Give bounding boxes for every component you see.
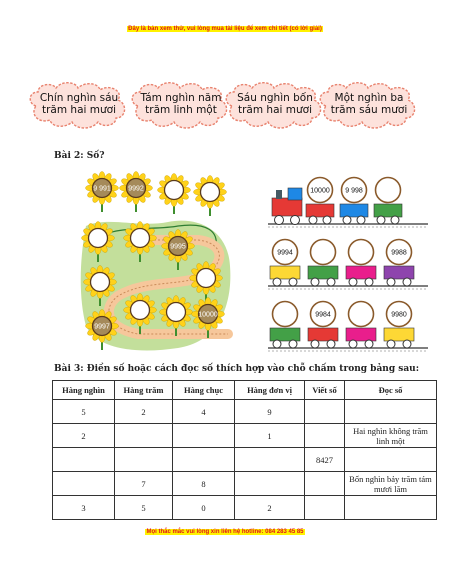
table-cell[interactable]: [173, 424, 235, 448]
train-car: [308, 302, 338, 349]
sunflower: [194, 176, 227, 217]
table-row: [53, 424, 437, 448]
table-row: [53, 400, 437, 424]
table-cell[interactable]: [305, 424, 345, 448]
table-cell[interactable]: 3: [53, 496, 115, 520]
exercise-3-heading: Bài 3: Điền số hoặc cách đọc số thích hợp vào chỗ chấm trong bảng sau:: [54, 364, 420, 374]
header-thousands: Hàng nghìn: [53, 381, 115, 400]
table-cell[interactable]: 5: [53, 400, 115, 424]
flower-number: 9997: [94, 323, 110, 331]
table-cell[interactable]: [345, 496, 437, 520]
train-number: 9 998: [345, 187, 363, 195]
header-hundreds: Hàng trăm: [115, 381, 173, 400]
table-cell[interactable]: Bốn nghìn bảy trăm tám mươi lăm: [345, 472, 437, 496]
table-cell[interactable]: 9: [235, 400, 305, 424]
table-cell[interactable]: [53, 448, 115, 472]
table-cell[interactable]: [115, 424, 173, 448]
table-row: [53, 472, 437, 496]
table-cell[interactable]: 5: [115, 496, 173, 520]
sunflower: [158, 174, 191, 215]
table-cell[interactable]: 2: [235, 496, 305, 520]
number-circle: [349, 240, 374, 265]
table-cell[interactable]: 7: [115, 472, 173, 496]
table-row: [53, 496, 437, 520]
header-units: Hàng đơn vị: [235, 381, 305, 400]
sunflower-illustration: [78, 166, 238, 354]
table-cell[interactable]: [305, 472, 345, 496]
table-cell[interactable]: 4: [173, 400, 235, 424]
place-value-table: [52, 380, 437, 520]
cloud-text-1: Chín nghìn sáu trăm hai mươi: [39, 92, 119, 116]
table-cell[interactable]: 2: [53, 424, 115, 448]
table-cell[interactable]: 1: [235, 424, 305, 448]
train-car: [308, 240, 338, 287]
train-number: 9994: [277, 249, 293, 257]
number-circle: [376, 178, 401, 203]
cloud-text-3: Sáu nghìn bốn trăm hai mươi: [237, 92, 313, 116]
cloud-card-2: [128, 80, 232, 130]
top-banner: Đây là bản xem thử, vui lòng mua tài liệu để xem chi tiết (có lời giải): [128, 26, 322, 32]
flower-number: 9995: [170, 243, 186, 251]
table-cell[interactable]: [345, 448, 437, 472]
table-header-row: [53, 381, 437, 400]
flower-number: 9992: [128, 185, 144, 193]
train-car: [270, 240, 300, 287]
table-cell[interactable]: [305, 496, 345, 520]
train-number: 10000: [310, 187, 330, 195]
flower-number: 10000: [198, 311, 218, 319]
trains-illustration: [268, 166, 428, 354]
table-cell[interactable]: [53, 472, 115, 496]
table-row: [53, 448, 437, 472]
table-cell[interactable]: [235, 472, 305, 496]
train-car: [384, 240, 414, 287]
train-car: [270, 302, 300, 349]
table-cell[interactable]: 8: [173, 472, 235, 496]
bottom-banner: Mọi thắc mắc vui lòng xin liên hệ hotline: 084 283 45 85: [146, 529, 304, 535]
train-car: [346, 302, 376, 349]
train-car: [346, 240, 376, 287]
header-write-number: Viết số: [305, 381, 345, 400]
cloud-card-4: [316, 80, 420, 130]
number-circle: [273, 302, 298, 327]
train-car: [384, 302, 414, 349]
flower-number: 9 991: [93, 185, 111, 193]
table-cell[interactable]: [173, 448, 235, 472]
train-number: 9984: [315, 311, 331, 319]
table-cell[interactable]: 2: [115, 400, 173, 424]
cloud-card-3: [222, 80, 326, 130]
cloud-card-1: [26, 80, 130, 130]
table-cell[interactable]: [305, 400, 345, 424]
table-cell[interactable]: [345, 400, 437, 424]
cloud-text-2: Tám nghìn năm trăm linh một: [140, 92, 222, 116]
exercise-2-heading: Bài 2: Số?: [54, 151, 105, 161]
table-cell[interactable]: [235, 448, 305, 472]
locomotive: [272, 188, 302, 225]
cloud-text-4: Một nghìn ba trăm sáu mươi: [330, 92, 408, 116]
number-circle: [311, 240, 336, 265]
table-cell[interactable]: 8427: [305, 448, 345, 472]
train-car: [340, 178, 368, 225]
train-number: 9988: [391, 249, 407, 257]
train-number: 9980: [391, 311, 407, 319]
train-car: [374, 178, 402, 225]
number-circle: [349, 302, 374, 327]
header-read-number: Đọc số: [345, 381, 437, 400]
train-car: [306, 178, 334, 225]
table-cell[interactable]: 0: [173, 496, 235, 520]
table-cell[interactable]: [115, 448, 173, 472]
header-tens: Hàng chục: [173, 381, 235, 400]
table-cell[interactable]: Hai nghìn không trăm linh một: [345, 424, 437, 448]
